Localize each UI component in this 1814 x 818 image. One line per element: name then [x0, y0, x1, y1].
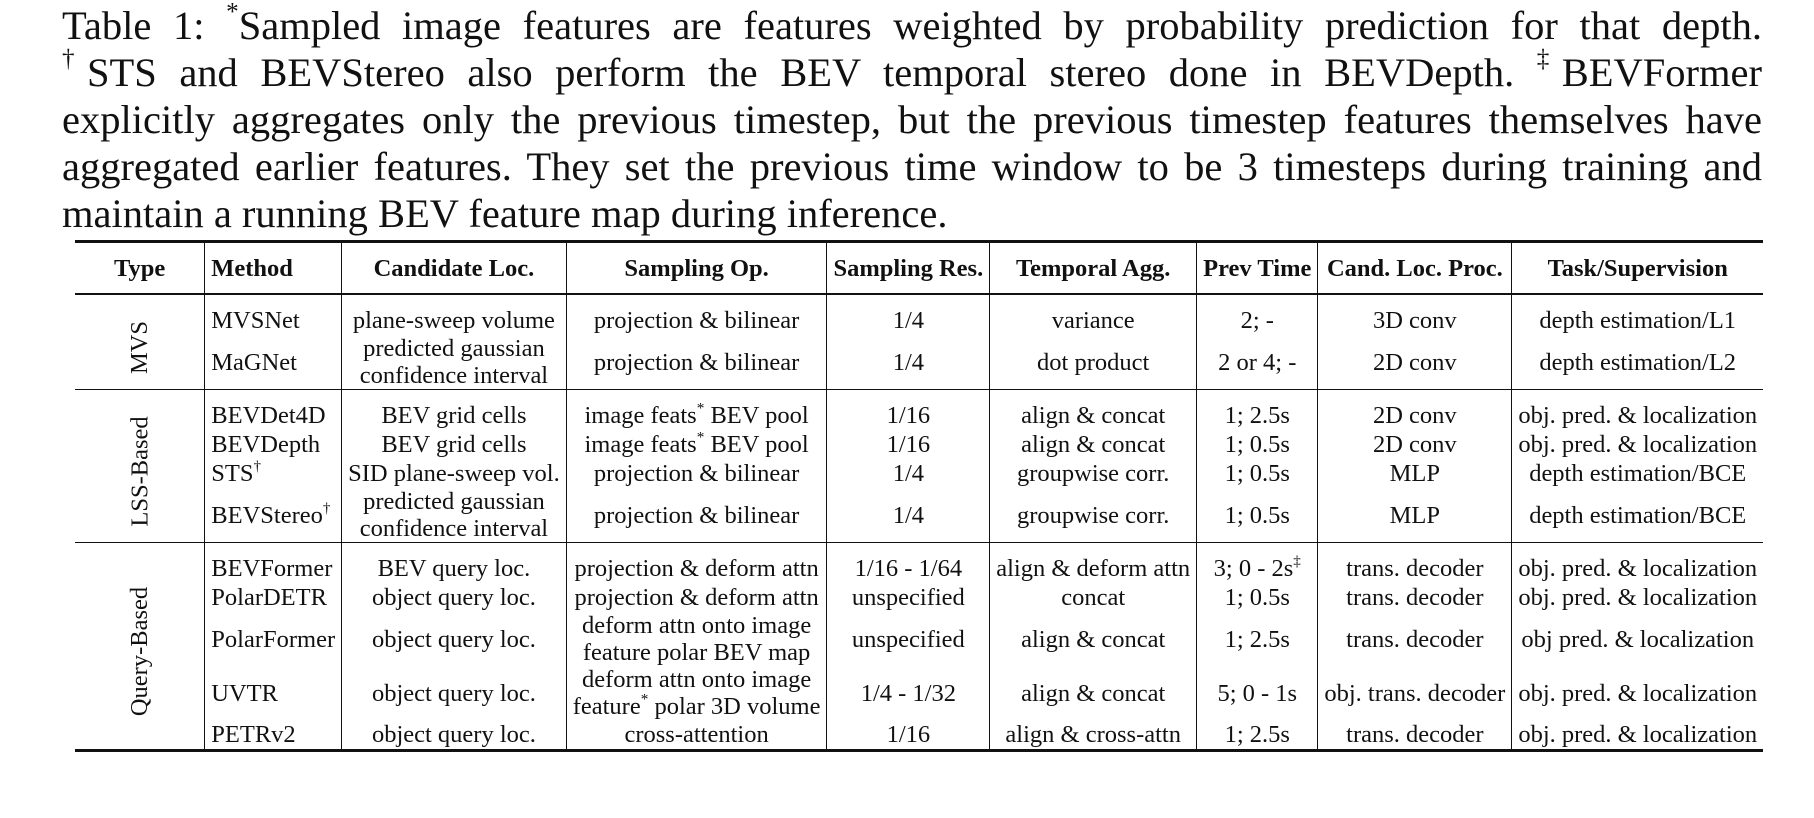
prev-time-cell	[1197, 554, 1318, 583]
spacer-row	[75, 390, 1763, 402]
header-task-supervision: Task/Supervision	[1512, 242, 1763, 295]
header-prev-time: Prev Time	[1197, 242, 1318, 295]
caption-line	[62, 143, 1762, 190]
prev-time-cell	[1197, 612, 1318, 666]
sampling-op-text: BEV pool	[704, 431, 809, 458]
sampling-res-cell: 1/4	[827, 335, 990, 390]
method-cell	[205, 430, 342, 459]
sampling-op-text: image feats	[584, 402, 697, 429]
cand-loc-proc-cell: 2D conv	[1318, 430, 1512, 459]
prev-time-cell	[1197, 720, 1318, 751]
prev-time-text: 1; 2.5s	[1224, 402, 1290, 429]
candidate-loc-cell	[342, 612, 567, 666]
cand-loc-proc-cell: MLP	[1318, 459, 1512, 488]
task-supervision-cell: obj pred. & localization	[1512, 612, 1763, 666]
group-type-label: LSS-Based	[126, 416, 154, 527]
temporal-agg-cell: align & concat	[990, 401, 1197, 430]
method-name: STS	[211, 460, 254, 487]
temporal-agg-cell: align & deform attn	[990, 554, 1197, 583]
footnote-mark: *	[640, 690, 649, 708]
prev-time-text: 2 or 4; -	[1218, 348, 1297, 376]
caption-line	[62, 190, 1762, 237]
candidate-loc-cell	[342, 401, 567, 430]
candidate-loc-cell	[342, 583, 567, 612]
header-method: Method	[205, 242, 342, 295]
sampling-res-cell: 1/4 - 1/32	[827, 666, 990, 720]
caption-text: Sampled image features are features weighted by probability prediction for that depth.	[238, 3, 1762, 48]
task-supervision-cell: obj. pred. & localization	[1512, 554, 1763, 583]
candidate-loc-text: confidence interval	[359, 515, 549, 542]
sampling-op-cell	[566, 430, 827, 459]
prev-time-cell	[1197, 430, 1318, 459]
method-name: BEVDepth	[211, 431, 321, 458]
caption-text: Table 1:	[62, 3, 227, 48]
caption-text: STS and BEVStereo also perform the BEV temporal stereo done in BEVDepth.	[86, 50, 1537, 95]
method-cell	[205, 459, 342, 488]
temporal-agg-cell: align & concat	[990, 430, 1197, 459]
method-cell	[205, 335, 342, 390]
sampling-op-cell	[566, 459, 827, 488]
candidate-loc-cell	[342, 488, 567, 543]
footnote-mark: †	[62, 45, 87, 73]
caption-text: BEVFormer	[1561, 50, 1762, 95]
candidate-loc-text: object query loc.	[371, 679, 536, 707]
prev-time-text: 1; 0.5s	[1224, 431, 1290, 458]
sampling-op-cell	[566, 401, 827, 430]
candidate-loc-cell	[342, 335, 567, 390]
sampling-res-cell: 1/16	[827, 430, 990, 459]
prev-time-text: 1; 0.5s	[1224, 501, 1290, 529]
cand-loc-proc-cell: trans. decoder	[1318, 583, 1512, 612]
method-name: PolarFormer	[211, 625, 336, 653]
sampling-res-cell: 1/16 - 1/64	[827, 554, 990, 583]
sampling-res-cell: 1/16	[827, 720, 990, 751]
prev-time-cell	[1197, 306, 1318, 335]
caption-text: explicitly aggregates only the previous timestep, but the previous timestep features themselves have	[62, 97, 1762, 142]
temporal-agg-cell: align & cross-attn	[990, 720, 1197, 751]
candidate-loc-cell	[342, 459, 567, 488]
prev-time-text: 3; 0 - 2s	[1213, 555, 1294, 582]
prev-time-cell	[1197, 459, 1318, 488]
caption-line	[62, 2, 1762, 49]
task-supervision-cell: obj. pred. & localization	[1512, 430, 1763, 459]
prev-time-text: 1; 2.5s	[1224, 625, 1290, 653]
method-name: MVSNet	[211, 307, 300, 334]
sampling-op-text: projection & bilinear	[593, 348, 800, 376]
table-row	[75, 459, 1763, 488]
task-supervision-cell: obj. pred. & localization	[1512, 720, 1763, 751]
header-cand-loc-proc: Cand. Loc. Proc.	[1318, 242, 1512, 295]
candidate-loc-cell	[342, 554, 567, 583]
sampling-op-text: polar 3D volume	[648, 693, 821, 720]
caption-line	[62, 45, 1762, 96]
sampling-op-text: deform attn onto image	[581, 666, 812, 693]
spacer-row	[75, 543, 1763, 555]
footnote-mark: *	[696, 428, 705, 446]
comparison-table	[75, 240, 1763, 752]
temporal-agg-cell: groupwise corr.	[990, 488, 1197, 543]
sampling-op-text: image feats	[584, 431, 697, 458]
cand-loc-proc-cell: trans. decoder	[1318, 720, 1512, 751]
temporal-agg-cell: groupwise corr.	[990, 459, 1197, 488]
candidate-loc-text: object query loc.	[371, 584, 536, 611]
group-type-label: Query-Based	[126, 586, 154, 717]
candidate-loc-cell	[342, 666, 567, 720]
prev-time-text: 5; 0 - 1s	[1217, 679, 1298, 707]
sampling-op-cell	[566, 720, 827, 751]
method-name: PolarDETR	[211, 584, 327, 611]
table-row	[75, 335, 1763, 390]
task-supervision-cell: depth estimation/L2	[1512, 335, 1763, 390]
prev-time-cell	[1197, 335, 1318, 390]
sampling-op-text: feature	[572, 693, 641, 720]
method-cell	[205, 720, 342, 751]
sampling-op-cell	[566, 335, 827, 390]
header-sampling-op: Sampling Op.	[566, 242, 827, 295]
footnote-mark: †	[253, 457, 262, 475]
group-type-cell	[75, 401, 205, 543]
candidate-loc-text: BEV grid cells	[381, 431, 527, 458]
sampling-op-text: BEV pool	[704, 402, 809, 429]
footnote-mark: ‡	[1536, 45, 1562, 73]
footnote-mark: †	[322, 498, 331, 516]
cand-loc-proc-cell: 2D conv	[1318, 335, 1512, 390]
footnote-mark: *	[696, 399, 705, 417]
cand-loc-proc-cell: 2D conv	[1318, 401, 1512, 430]
task-supervision-cell: depth estimation/L1	[1512, 306, 1763, 335]
method-cell	[205, 666, 342, 720]
temporal-agg-cell: concat	[990, 583, 1197, 612]
candidate-loc-text: object query loc.	[371, 625, 536, 653]
table-row	[75, 554, 1763, 583]
prev-time-text: 1; 2.5s	[1224, 721, 1290, 748]
prev-time-text: 1; 0.5s	[1224, 584, 1290, 611]
method-name: BEVStereo	[211, 501, 323, 529]
sampling-op-cell	[566, 612, 827, 666]
sampling-op-text: projection & deform attn	[574, 584, 819, 611]
table-row	[75, 612, 1763, 666]
header-candidate-loc: Candidate Loc.	[342, 242, 567, 295]
table-row	[75, 488, 1763, 543]
method-cell	[205, 583, 342, 612]
caption-line	[62, 96, 1762, 143]
sampling-res-cell: unspecified	[827, 612, 990, 666]
prev-time-cell	[1197, 666, 1318, 720]
table-body	[75, 294, 1763, 751]
temporal-agg-cell: align & concat	[990, 666, 1197, 720]
sampling-res-cell: 1/16	[827, 401, 990, 430]
candidate-loc-cell	[342, 306, 567, 335]
method-cell	[205, 401, 342, 430]
sampling-op-text: projection & bilinear	[593, 501, 800, 529]
method-name: UVTR	[211, 679, 278, 707]
header-type: Type	[75, 242, 205, 295]
table-row	[75, 306, 1763, 335]
candidate-loc-cell	[342, 720, 567, 751]
candidate-loc-cell	[342, 430, 567, 459]
temporal-agg-cell: variance	[990, 306, 1197, 335]
task-supervision-cell: obj. pred. & localization	[1512, 666, 1763, 720]
prev-time-text: 1; 0.5s	[1224, 460, 1290, 487]
sampling-res-cell: 1/4	[827, 459, 990, 488]
sampling-op-text: deform attn onto image	[581, 612, 812, 639]
table-row	[75, 430, 1763, 459]
method-name: MaGNet	[211, 348, 297, 376]
group-type-cell	[75, 554, 205, 751]
prev-time-text: 2; -	[1240, 307, 1274, 334]
group-type-cell	[75, 306, 205, 390]
prev-time-cell	[1197, 401, 1318, 430]
sampling-op-cell	[566, 488, 827, 543]
cand-loc-proc-cell: obj. trans. decoder	[1318, 666, 1512, 720]
candidate-loc-text: plane-sweep volume	[352, 307, 555, 334]
candidate-loc-text: predicted gaussian	[363, 335, 545, 362]
table-header-row	[75, 242, 1763, 295]
task-supervision-cell: depth estimation/BCE	[1512, 488, 1763, 543]
sampling-res-cell: 1/4	[827, 488, 990, 543]
caption-text: maintain a running BEV feature map during inference.	[62, 191, 948, 236]
header-sampling-res: Sampling Res.	[827, 242, 990, 295]
cand-loc-proc-cell: 3D conv	[1318, 306, 1512, 335]
sampling-res-cell: 1/4	[827, 306, 990, 335]
candidate-loc-text: SID plane-sweep vol.	[348, 460, 560, 487]
table-row	[75, 720, 1763, 751]
candidate-loc-text: BEV query loc.	[377, 555, 531, 582]
cand-loc-proc-cell: trans. decoder	[1318, 612, 1512, 666]
table-row	[75, 666, 1763, 720]
task-supervision-cell: obj. pred. & localization	[1512, 401, 1763, 430]
candidate-loc-text: predicted gaussian	[363, 488, 545, 515]
method-cell	[205, 612, 342, 666]
caption-text: aggregated earlier features. They set the previous time window to be 3 timesteps during training and	[62, 144, 1762, 189]
method-name: BEVDet4D	[211, 402, 326, 429]
task-supervision-cell: depth estimation/BCE	[1512, 459, 1763, 488]
sampling-op-text: cross-attention	[624, 721, 769, 748]
group-type-label: MVS	[126, 320, 154, 375]
prev-time-cell	[1197, 488, 1318, 543]
footnote-mark: *	[226, 0, 239, 26]
candidate-loc-text: confidence interval	[359, 362, 549, 389]
spacer-row	[75, 294, 1763, 306]
method-cell	[205, 488, 342, 543]
task-supervision-cell: obj. pred. & localization	[1512, 583, 1763, 612]
sampling-op-cell	[566, 666, 827, 720]
header-temporal-agg: Temporal Agg.	[990, 242, 1197, 295]
cand-loc-proc-cell: trans. decoder	[1318, 554, 1512, 583]
candidate-loc-text: object query loc.	[371, 721, 536, 748]
method-cell	[205, 554, 342, 583]
method-cell	[205, 306, 342, 335]
cand-loc-proc-cell: MLP	[1318, 488, 1512, 543]
temporal-agg-cell: dot product	[990, 335, 1197, 390]
table-row	[75, 583, 1763, 612]
sampling-op-cell	[566, 306, 827, 335]
temporal-agg-cell: align & concat	[990, 612, 1197, 666]
sampling-op-cell	[566, 583, 827, 612]
footnote-mark: ‡	[1293, 552, 1301, 570]
sampling-op-text: projection & bilinear	[593, 460, 800, 487]
method-name: PETRv2	[211, 721, 296, 748]
sampling-op-cell	[566, 554, 827, 583]
sampling-op-text: projection & bilinear	[593, 307, 800, 334]
sampling-op-text: projection & deform attn	[574, 555, 819, 582]
table-caption	[62, 2, 1762, 237]
candidate-loc-text: BEV grid cells	[381, 402, 527, 429]
prev-time-cell	[1197, 583, 1318, 612]
method-name: BEVFormer	[211, 555, 333, 582]
sampling-op-text: feature polar BEV map	[582, 639, 811, 666]
sampling-res-cell: unspecified	[827, 583, 990, 612]
table-row	[75, 401, 1763, 430]
